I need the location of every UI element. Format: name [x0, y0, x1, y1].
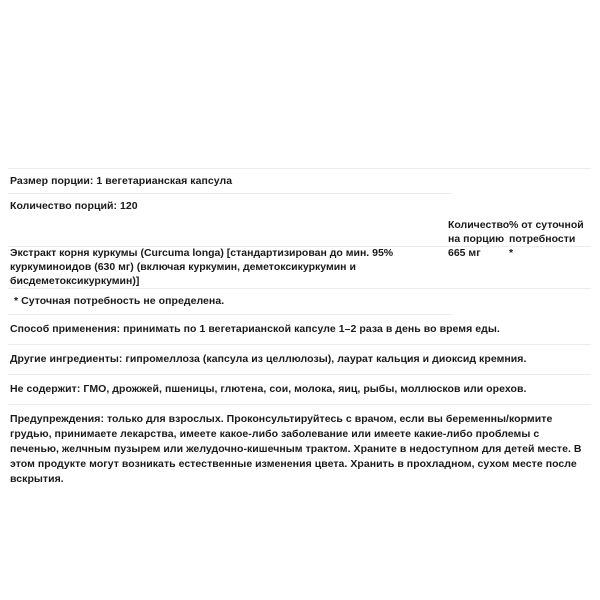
ingredient-name-text: Экстракт корня куркумы (Curcuma longa) [стандартизирован до мин. 95% куркуминоидов (630 мг) (включая куркумин, деметоксикуркумин и бисдеметоксикуркумин)] [10, 247, 394, 287]
other-ingredients-row [0, 344, 600, 374]
supplement-facts-panel [0, 168, 600, 495]
table-row [0, 246, 600, 288]
header-top-separator [8, 168, 591, 169]
serving-size-row [0, 168, 600, 193]
servings-per-container-text: Количество порций: 120 [10, 200, 138, 212]
column-header-daily-value-label: % от суточной потребности [509, 219, 584, 245]
contains-none-text: Не содержит: ГМО, дрожжей, пшеницы, глютена, сои, молока, яиц, рыбы, моллюсков или орехов. [10, 383, 527, 395]
contains-none-row [0, 374, 600, 404]
serving-size-text: Размер порции: 1 вегетарианская капсула [10, 175, 233, 187]
footnote-text: * Суточная потребность не определена. [14, 295, 225, 307]
warnings-text: Предупреждения: только для взрослых. Проконсультируйтесь с врачом, если вы беременны/кормите грудью, принимаете лекарства, имеете какое-либо заболевание или имеете какие-либо проблемы с печенью, желчным пузырем или желудочно-кишечным трактом. Храните в недоступном для детей месте. В этом продукте могут возникать естественные изменения цвета. Хранить в прохладном, сухом месте после вскрытия. [10, 413, 582, 485]
table-header-row [0, 218, 600, 246]
other-ingredients-text: Другие ингредиенты: гипромеллоза (капсула из целлюлозы), лаурат кальция и диоксид кремния. [10, 353, 527, 365]
directions-row [0, 314, 600, 344]
servings-per-container-row [0, 193, 600, 218]
ingredient-daily-value-cell: * [509, 247, 514, 259]
ingredient-name-cell [0, 246, 448, 288]
supplement-facts-table [0, 218, 600, 288]
column-header-daily-value [509, 218, 600, 246]
directions-text: Способ применения: принимать по 1 вегетарианской капсуле 1–2 раза в день во время еды. [10, 323, 500, 335]
column-header-name [0, 218, 448, 246]
footnote-row [0, 288, 600, 314]
column-header-amount-label: Количество на порцию [448, 219, 510, 245]
column-header-amount [448, 218, 509, 246]
warnings-row [0, 404, 600, 495]
ingredient-amount-cell: 665 мг [448, 247, 481, 259]
